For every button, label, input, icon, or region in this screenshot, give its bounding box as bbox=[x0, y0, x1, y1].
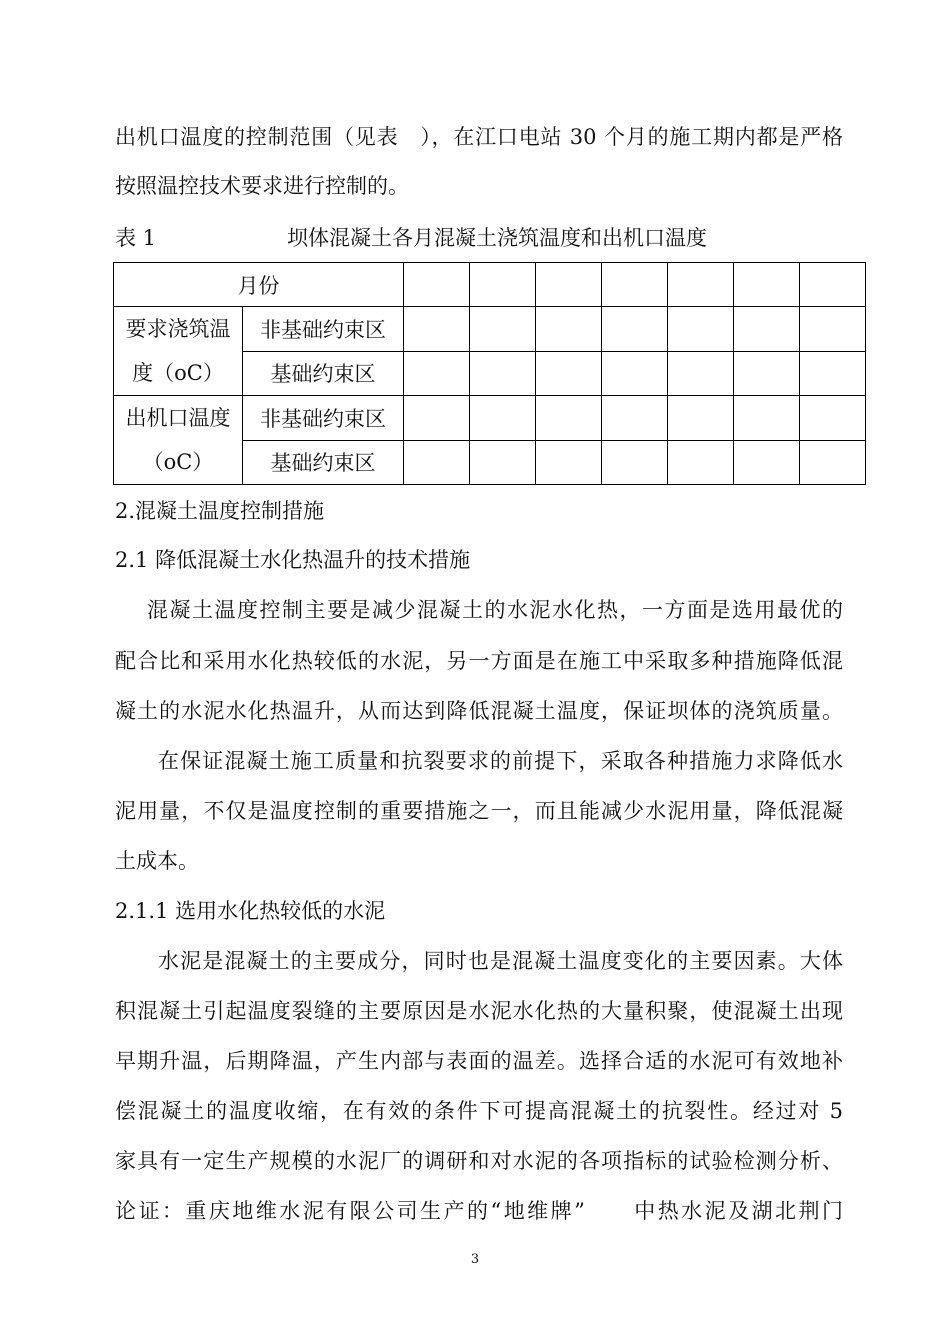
empty-cell bbox=[734, 307, 800, 352]
sub-label: 基础约束区 bbox=[270, 362, 376, 387]
empty-cell bbox=[800, 351, 866, 396]
empty-cell bbox=[404, 307, 470, 352]
empty-cell bbox=[470, 440, 536, 485]
body-line: 凝土的水泥水化热温升，从而达到降低混凝土温度，保证坝体的浇筑质量。 bbox=[115, 699, 843, 723]
empty-cell bbox=[668, 396, 734, 441]
body-line: 土成本。 bbox=[115, 849, 199, 873]
empty-cell bbox=[734, 396, 800, 441]
body-line: 按照温控技术要求进行控制的。 bbox=[115, 174, 409, 198]
empty-cell bbox=[404, 263, 470, 307]
body-line: 论证：重庆地维水泥有限公司生产的“地维牌” 中热水泥及湖北荆门 bbox=[115, 1199, 843, 1223]
empty-cell bbox=[800, 440, 866, 485]
row-label-line: 出机口温度 bbox=[125, 406, 231, 430]
body-line: 混凝土温度控制主要是减少混凝土的水泥水化热，一方面是选用最优的 bbox=[147, 598, 843, 622]
header-month: 月份 bbox=[237, 273, 280, 298]
empty-cell bbox=[734, 440, 800, 485]
page-number: 3 bbox=[470, 1252, 480, 1267]
empty-cell bbox=[536, 307, 602, 352]
empty-cell bbox=[536, 351, 602, 396]
body-line: 家具有一定生产规模的水泥厂的调研和对水泥的各项指标的试验检测分析、 bbox=[115, 1149, 843, 1173]
sub-label-cell bbox=[243, 440, 404, 485]
sub-label: 非基础约束区 bbox=[260, 406, 386, 431]
empty-cell bbox=[536, 263, 602, 307]
empty-cell bbox=[668, 307, 734, 352]
empty-cell bbox=[602, 396, 668, 441]
body-line: 配合比和采用水化热较低的水泥，另一方面是在施工中采取多种措施降低混 bbox=[115, 649, 843, 673]
empty-cell bbox=[602, 263, 668, 307]
row-label-pour-temp bbox=[114, 307, 243, 396]
row-label-outlet-temp bbox=[114, 396, 243, 485]
sub-label-cell bbox=[243, 351, 404, 396]
header-month-cell bbox=[114, 263, 404, 307]
sub-label: 非基础约束区 bbox=[260, 317, 386, 342]
section-heading: 2.混凝土温度控制措施 bbox=[115, 499, 325, 523]
empty-cell bbox=[536, 396, 602, 441]
empty-cell bbox=[404, 440, 470, 485]
body-line: 在保证混凝土施工质量和抗裂要求的前提下，采取各种措施力求降低水 bbox=[158, 749, 843, 773]
empty-cell bbox=[602, 440, 668, 485]
empty-cell bbox=[470, 263, 536, 307]
body-line: 出机口温度的控制范围（见表 ），在江口电站 30 个月的施工期内都是严格 bbox=[115, 125, 843, 149]
row-label-line: 要求浇筑温 bbox=[125, 317, 231, 341]
body-line: 水泥是混凝土的主要成分，同时也是混凝土温度变化的主要因素。大体 bbox=[158, 949, 843, 973]
sub-label-cell bbox=[243, 396, 404, 441]
section-heading: 2.1 降低混凝土水化热温升的技术措施 bbox=[115, 548, 471, 572]
temperature-table bbox=[113, 262, 866, 485]
empty-cell bbox=[800, 396, 866, 441]
empty-cell bbox=[668, 351, 734, 396]
empty-cell bbox=[668, 440, 734, 485]
sub-label-cell bbox=[243, 307, 404, 352]
table-caption-title: 坝体混凝土各月混凝土浇筑温度和出机口温度 bbox=[287, 226, 707, 250]
empty-cell bbox=[602, 351, 668, 396]
empty-cell bbox=[470, 307, 536, 352]
body-line: 泥用量，不仅是温度控制的重要措施之一，而且能减少水泥用量，降低混凝 bbox=[115, 799, 843, 823]
empty-cell bbox=[470, 351, 536, 396]
table-caption-label: 表 1 bbox=[115, 226, 157, 250]
row-label-line: 度（oC） bbox=[132, 361, 224, 385]
body-line: 偿混凝土的温度收缩，在有效的条件下可提高混凝土的抗裂性。经过对 5 bbox=[115, 1099, 843, 1123]
body-line: 早期升温，后期降温，产生内部与表面的温差。选择合适的水泥可有效地补 bbox=[115, 1049, 843, 1073]
empty-cell bbox=[668, 263, 734, 307]
empty-cell bbox=[734, 263, 800, 307]
row-label-line: （oC） bbox=[142, 450, 214, 474]
empty-cell bbox=[602, 307, 668, 352]
empty-cell bbox=[404, 396, 470, 441]
empty-cell bbox=[536, 440, 602, 485]
empty-cell bbox=[800, 307, 866, 352]
empty-cell bbox=[470, 396, 536, 441]
empty-cell bbox=[734, 351, 800, 396]
sub-label: 基础约束区 bbox=[270, 451, 376, 476]
empty-cell bbox=[800, 263, 866, 307]
empty-cell bbox=[404, 351, 470, 396]
body-line: 积混凝土引起温度裂缝的主要原因是水泥水化热的大量积聚，使混凝土出现 bbox=[115, 999, 843, 1023]
section-heading: 2.1.1 选用水化热较低的水泥 bbox=[115, 899, 386, 923]
